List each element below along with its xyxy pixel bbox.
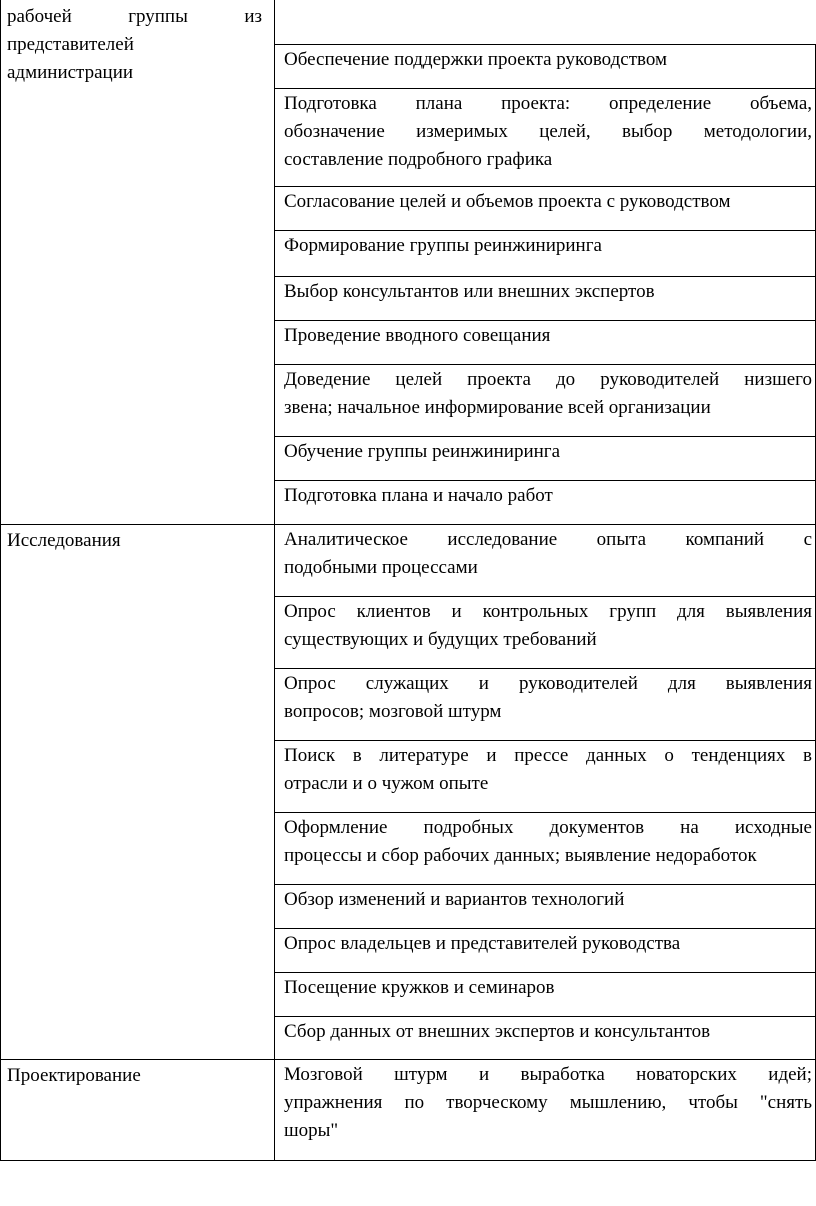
task-cell [284, 438, 812, 466]
task-line: составление подробного графика [284, 149, 553, 170]
task-cell [284, 90, 812, 174]
task-cell [284, 278, 812, 306]
task-line: вопросов; мозговой штурм [284, 701, 502, 722]
stage-cell [7, 1062, 262, 1090]
task-cell [284, 598, 812, 654]
task-line: Подготовка плана и начало работ [284, 485, 553, 506]
task-line: Опрос клиентов и контрольных групп для выявления [284, 601, 812, 622]
task-line: Мозговой штурм и выработка новаторских идей; [284, 1064, 812, 1085]
stage-line: Проектирование [7, 1065, 141, 1086]
task-line: Согласование целей и объемов проекта с руководством [284, 191, 731, 212]
stage-line: рабочей группы из [7, 6, 262, 27]
task-row-border [274, 276, 816, 277]
task-line: Формирование группы реинжиниринга [284, 235, 602, 256]
task-row-border [274, 1059, 816, 1060]
task-line: Обзор изменений и вариантов технологий [284, 889, 625, 910]
task-cell [284, 366, 812, 422]
task-line: Обучение группы реинжиниринга [284, 441, 561, 462]
task-line: Оформление подробных документов на исходные [284, 817, 812, 838]
task-row-border [274, 668, 816, 669]
stage-row-border [0, 524, 275, 525]
task-cell [284, 742, 812, 798]
task-line: Поиск в литературе и прессе данных о тенденциях в [284, 745, 812, 766]
task-row-border [274, 596, 816, 597]
stage-line: администрации [7, 62, 134, 83]
task-row-border [274, 812, 816, 813]
task-cell [284, 814, 812, 870]
task-line: Подготовка плана проекта: определение объема, [284, 93, 812, 114]
task-line: обозначение измеримых целей, выбор методологии, [284, 121, 812, 142]
stage-line: Исследования [7, 530, 121, 551]
task-row-border [274, 44, 816, 45]
task-line: упражнения по творческому мышлению, чтобы "снять [284, 1092, 812, 1113]
task-line: Посещение кружков и семинаров [284, 977, 555, 998]
task-row-border [274, 972, 816, 973]
task-row-border [274, 186, 816, 187]
task-line: существующих и будущих требований [284, 629, 597, 650]
task-line: Сбор данных от внешних экспертов и консультантов [284, 1021, 711, 1042]
task-row-border [274, 230, 816, 231]
task-row-border [274, 884, 816, 885]
task-row-border [274, 1016, 816, 1017]
task-row-border [274, 436, 816, 437]
task-line: Проведение вводного совещания [284, 325, 551, 346]
task-cell [284, 188, 812, 216]
task-cell [284, 46, 812, 74]
task-cell [284, 930, 812, 958]
task-row-border [274, 364, 816, 365]
task-line: Опрос владельцев и представителей руководства [284, 933, 681, 954]
table-left-border [0, 0, 1, 1161]
task-line: отрасли и о чужом опыте [284, 773, 489, 794]
task-line: Обеспечение поддержки проекта руководством [284, 49, 668, 70]
task-row-border [274, 524, 816, 525]
stage-cell [7, 527, 262, 555]
task-cell [284, 886, 812, 914]
table-bottom-border [0, 1160, 816, 1161]
task-line: звена; начальное информирование всей организации [284, 397, 711, 418]
column-divider [274, 0, 275, 1161]
task-line: шоры" [284, 1120, 339, 1141]
task-cell [284, 322, 812, 350]
task-line: Опрос служащих и руководителей для выявления [284, 673, 812, 694]
task-line: Выбор консультантов или внешних экспертов [284, 281, 655, 302]
task-row-border [274, 88, 816, 89]
task-line: подобными процессами [284, 557, 478, 578]
task-cell [284, 526, 812, 582]
task-cell [284, 670, 812, 726]
task-row-border [274, 480, 816, 481]
task-row-border [274, 320, 816, 321]
task-cell [284, 1018, 812, 1046]
task-line: процессы и сбор рабочих данных; выявление недоработок [284, 845, 757, 866]
task-cell [284, 482, 812, 510]
task-line: Доведение целей проекта до руководителей низшего [284, 369, 812, 390]
task-row-border [274, 928, 816, 929]
task-cell [284, 974, 812, 1002]
task-cell [284, 232, 812, 260]
task-row-border [274, 740, 816, 741]
task-cell [284, 1061, 812, 1145]
stage-line: представителей [7, 34, 134, 55]
stage-cell [7, 3, 262, 87]
task-line: Аналитическое исследование опыта компаний с [284, 529, 812, 550]
stage-row-border [0, 1059, 275, 1060]
